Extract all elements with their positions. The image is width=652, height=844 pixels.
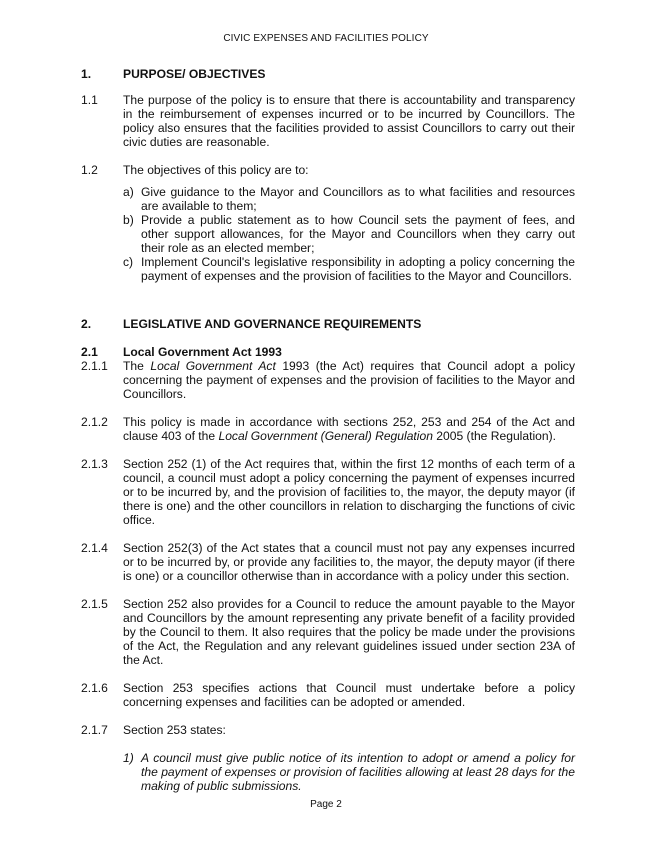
paragraph-text: The objectives of this policy are to: bbox=[123, 163, 309, 177]
subsection-title: Local Government Act 1993 bbox=[123, 345, 282, 359]
text-run: 2005 (the Regulation). bbox=[432, 429, 556, 443]
subsection-2-1-heading bbox=[81, 345, 575, 359]
paragraph-number: 2.1.7 bbox=[81, 723, 108, 737]
list-marker: 1) bbox=[123, 751, 134, 765]
list-item bbox=[123, 185, 575, 213]
paragraph-2-1-6 bbox=[81, 681, 575, 709]
paragraph-text bbox=[123, 415, 575, 443]
paragraph-number: 2.1.5 bbox=[81, 597, 108, 611]
text-run: 1993 (the Act) requires that Council adopt a policy concerning the payment of expenses and the provision of facilities to the Mayor and Councillors. bbox=[123, 359, 575, 401]
paragraph-number: 1.1 bbox=[81, 93, 98, 107]
section-title: LEGISLATIVE AND GOVERNANCE REQUIREMENTS bbox=[123, 317, 422, 331]
text-run: This policy is made in accordance with sections 252, 253 and 254 of the Act and clause 403 of the bbox=[123, 415, 575, 443]
list-item bbox=[123, 255, 575, 283]
list-item bbox=[123, 751, 575, 793]
paragraph-number: 2.1.3 bbox=[81, 457, 108, 471]
page-number: Page 2 bbox=[310, 799, 342, 810]
section-number: 2. bbox=[81, 317, 92, 331]
paragraph-1-1 bbox=[81, 93, 575, 149]
paragraph-number: 2.1.4 bbox=[81, 541, 108, 555]
list-text: Implement Council's legislative responsibility in adopting a policy concerning the payment of expenses and the provision of facilities to the Mayor and Councillors. bbox=[141, 255, 575, 283]
paragraph-number: 2.1.2 bbox=[81, 415, 108, 429]
paragraph-text: Section 253 specifies actions that Council must undertake before a policy concerning expenses and facilities can be adopted or amended. bbox=[123, 681, 575, 709]
page-header: CIVIC EXPENSES AND FACILITIES POLICY bbox=[223, 33, 429, 44]
act-title: Local Government Act bbox=[150, 359, 276, 373]
paragraph-text: Section 252 (1) of the Act requires that, within the first 12 months of each term of a council, a council must adopt a policy concerning the payment of expenses incurred or to be incurred by, and the provision of facilities to, the mayor, the deputy mayor (if there is one) and the other councillors in relation to discharging the functions of civic office. bbox=[123, 457, 575, 527]
paragraph-2-1-4 bbox=[81, 541, 575, 583]
paragraph-text: Section 252(3) of the Act states that a council must not pay any expenses incurred or to be incurred by, or provide any facilities to, the mayor, the deputy mayor (if there is one) or a councillor otherwise than in accordance with a policy under this section. bbox=[123, 541, 575, 583]
list-text: A council must give public notice of its intention to adopt or amend a policy for the payment of expenses or provision of facilities allowing at least 28 days for the making of public submissions. bbox=[141, 751, 575, 793]
regulation-title: Local Government (General) Regulation bbox=[218, 429, 433, 443]
paragraph-2-1-2 bbox=[81, 415, 575, 443]
paragraph-2-1-5 bbox=[81, 597, 575, 667]
list-text: Provide a public statement as to how Council sets the payment of fees, and other support allowances, for the Mayor and Councillors when they carry out their role as an elected member; bbox=[141, 213, 575, 255]
list-marker: b) bbox=[123, 213, 134, 227]
document-body bbox=[81, 67, 575, 793]
paragraph-text: Section 253 states: bbox=[123, 723, 226, 737]
paragraph-number: 2.1.1 bbox=[81, 359, 108, 373]
list-marker: c) bbox=[123, 255, 134, 269]
list-marker: a) bbox=[123, 185, 134, 199]
paragraph-text: The purpose of the policy is to ensure that there is accountability and transparency in the reimbursement of expenses incurred or to be incurred by Councillors. The policy also ensures that the facilities provided to assist Councillors to carry out their civic duties are reasonable. bbox=[123, 93, 575, 149]
section-2-heading bbox=[81, 317, 575, 331]
section-title: PURPOSE/ OBJECTIVES bbox=[123, 67, 266, 81]
objectives-list bbox=[123, 185, 575, 283]
paragraph-number: 2.1.6 bbox=[81, 681, 108, 695]
subsection-number: 2.1 bbox=[81, 345, 98, 359]
paragraph-1-2 bbox=[81, 163, 575, 177]
paragraph-text bbox=[123, 359, 575, 401]
section-1-heading bbox=[81, 67, 575, 81]
quoted-provision-list bbox=[123, 751, 575, 793]
paragraph-number: 1.2 bbox=[81, 163, 98, 177]
text-run: The bbox=[123, 359, 151, 373]
paragraph-text: Section 252 also provides for a Council to reduce the amount payable to the Mayor and Councillors by the amount representing any private benefit of a facility provided by the Council to them. It also requires that the policy be made under the provisions of the Act, the Regulation and any relevant guidelines issued under section 23A of the Act. bbox=[123, 597, 575, 667]
paragraph-2-1-7 bbox=[81, 723, 575, 737]
section-number: 1. bbox=[81, 67, 92, 81]
paragraph-2-1-3 bbox=[81, 457, 575, 527]
list-text: Give guidance to the Mayor and Councillors as to what facilities and resources are available to them; bbox=[141, 185, 575, 213]
paragraph-2-1-1 bbox=[81, 359, 575, 401]
list-item bbox=[123, 213, 575, 255]
